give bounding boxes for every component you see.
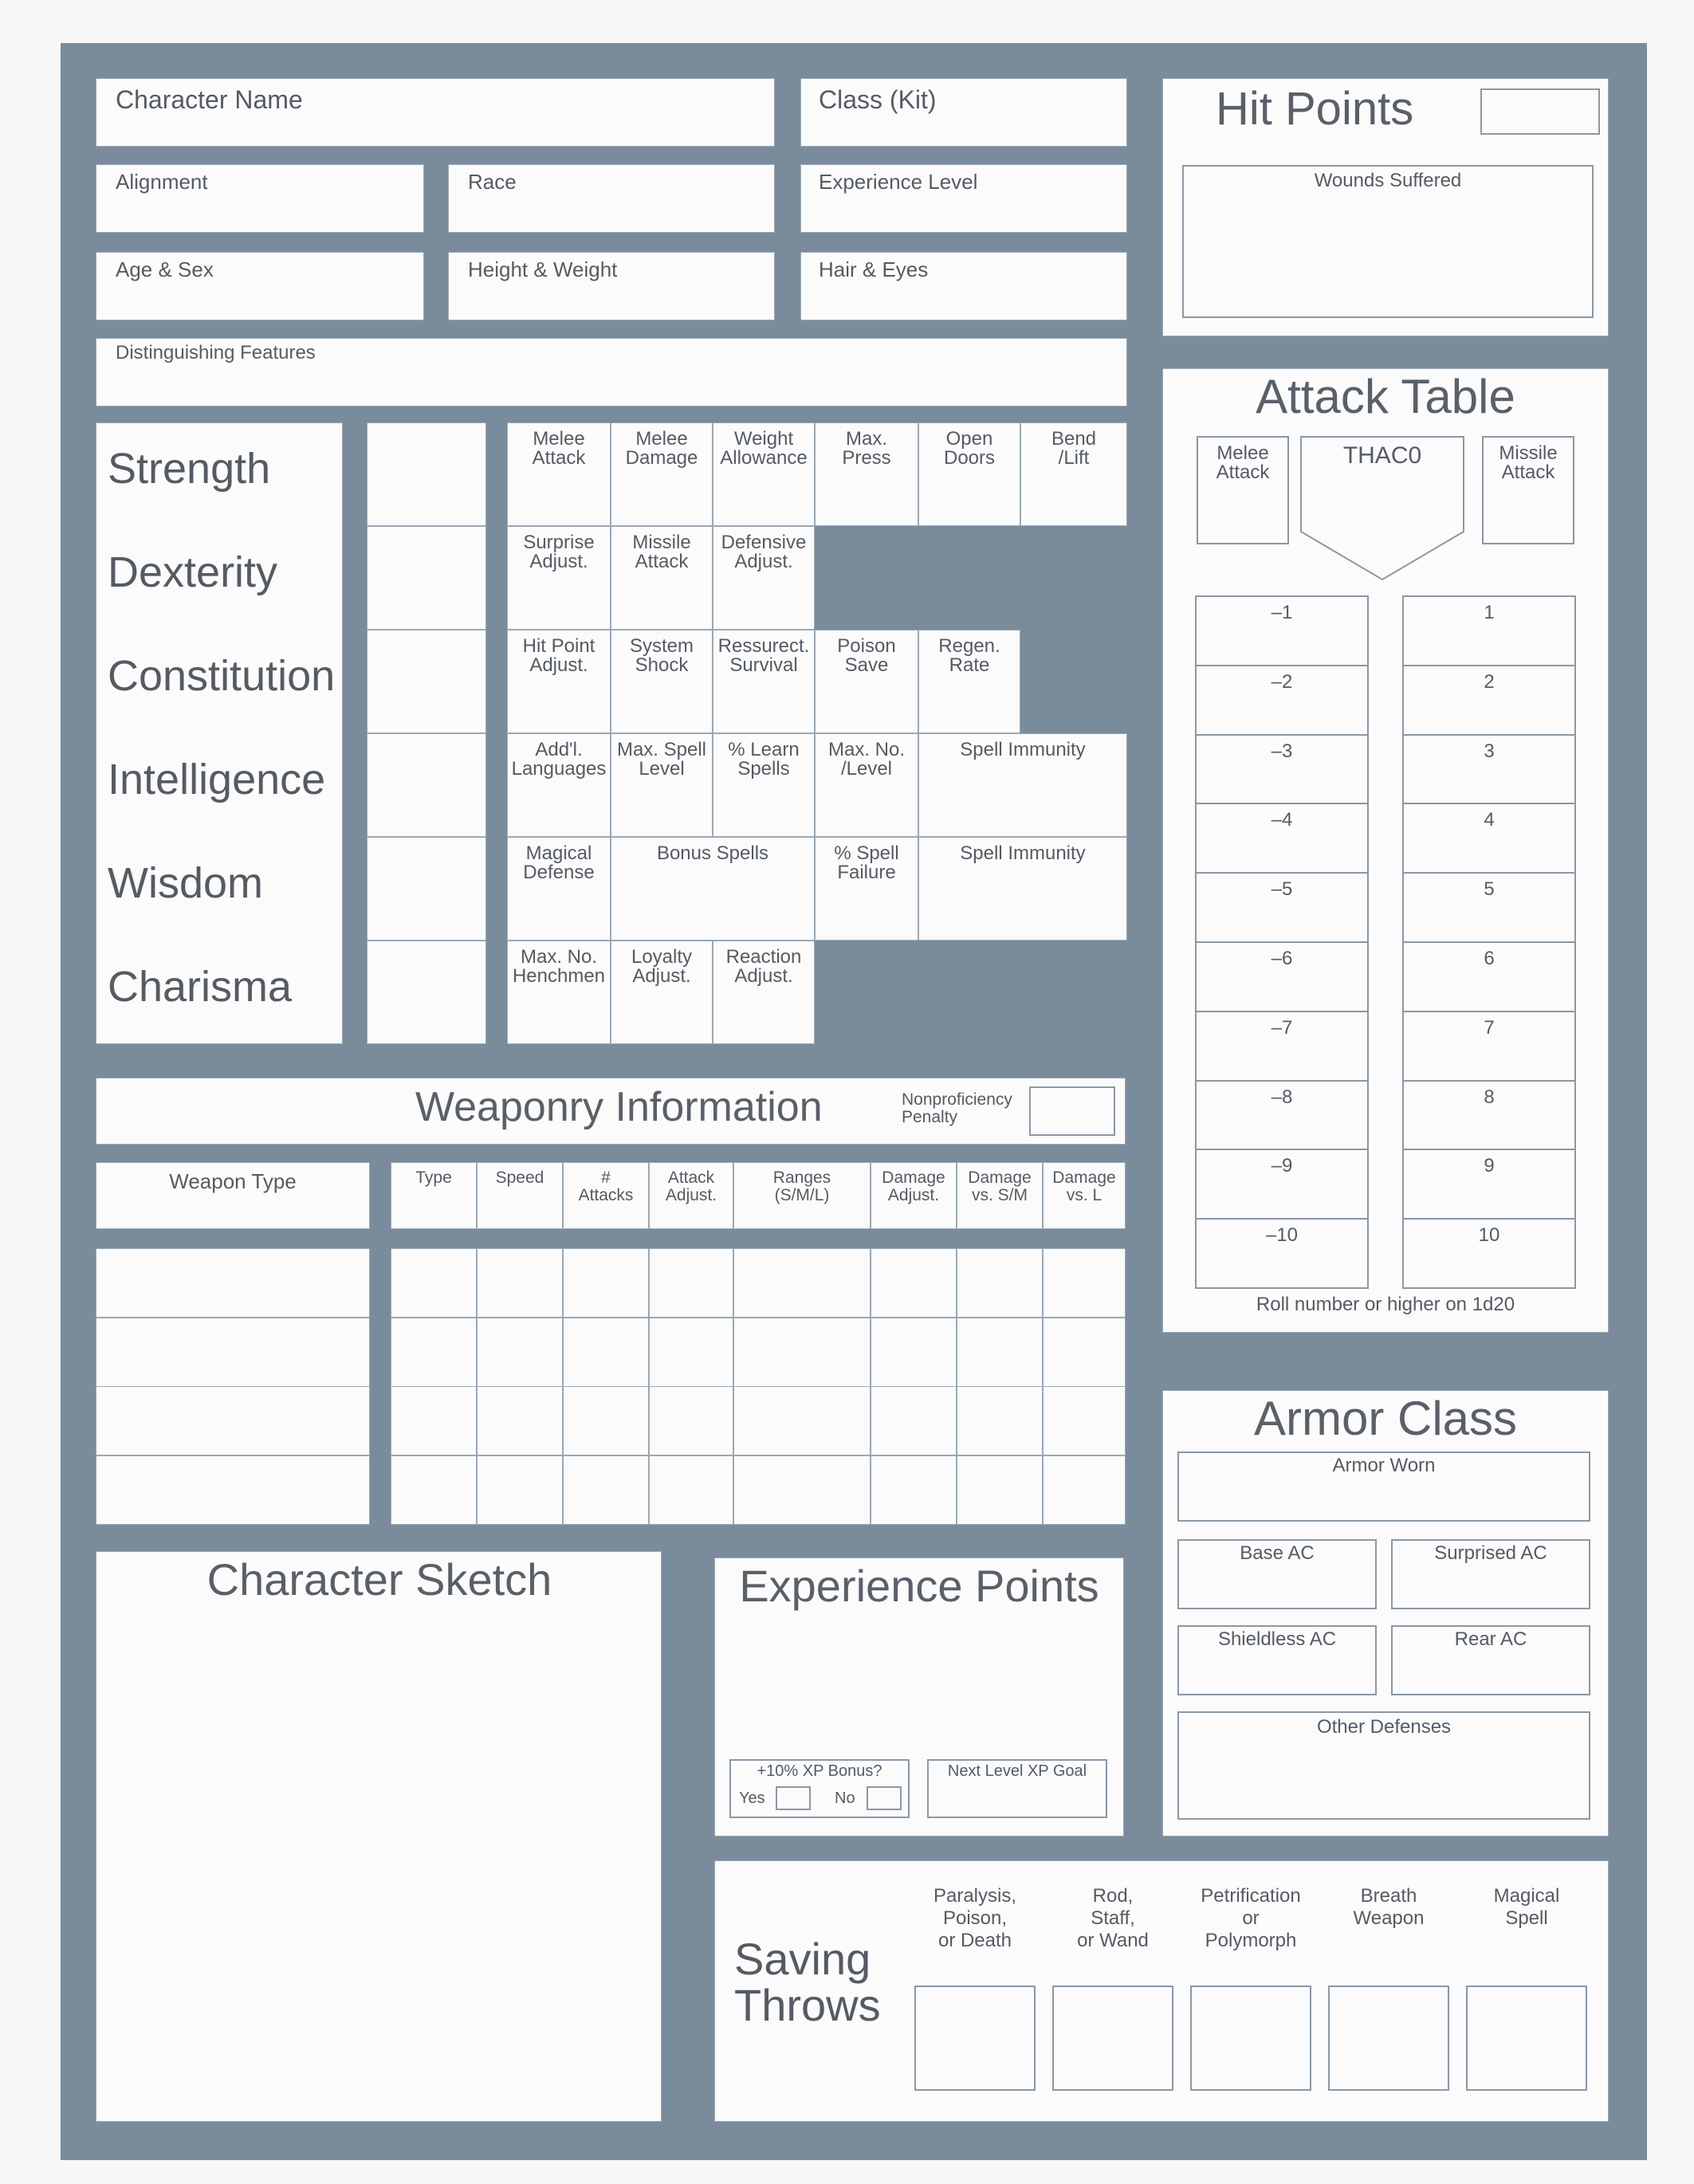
- weapon-col-header: [649, 1162, 733, 1229]
- distinguishing-features-label: Distinguishing Features: [116, 342, 316, 363]
- attack-cell-plus-4[interactable]: [1402, 803, 1576, 874]
- experience-points-title: Experience Points: [739, 1561, 1099, 1611]
- xp-bonus-label: +10% XP Bonus?: [757, 1762, 882, 1780]
- armor-class-title: Armor Class: [1253, 1392, 1518, 1445]
- character-name-field[interactable]: [96, 78, 775, 147]
- weapon-cell[interactable]: [957, 1318, 1043, 1387]
- xp-no-label: No: [835, 1789, 855, 1807]
- weapon-col-header: [1043, 1162, 1126, 1229]
- dex-surprise-adjust[interactable]: [507, 526, 611, 630]
- ability-dexterity: Dexterity: [108, 548, 278, 596]
- other-defenses-field[interactable]: [1177, 1711, 1590, 1820]
- weapon-type-header: [96, 1162, 370, 1229]
- weapon-cell[interactable]: [391, 1248, 477, 1318]
- weapon-data-rows: [391, 1248, 1126, 1524]
- con-regen-rate[interactable]: [918, 630, 1020, 733]
- int-spell-immunity[interactable]: [918, 733, 1127, 837]
- dex-defensive-adjust[interactable]: [713, 526, 815, 630]
- attack-cell-minus-6[interactable]: [1195, 941, 1369, 1012]
- attack-cell-label: 10: [1478, 1224, 1500, 1247]
- race-label: Race: [468, 170, 517, 194]
- wounds-suffered-field[interactable]: [1182, 165, 1594, 318]
- wis-bonus-spells-label: Bonus Spells: [656, 843, 769, 864]
- attack-cell-plus-3[interactable]: [1402, 734, 1576, 805]
- weapon-cell[interactable]: [733, 1386, 871, 1455]
- melee-attack-box[interactable]: [1197, 436, 1289, 544]
- attack-cell-plus-8[interactable]: [1402, 1080, 1576, 1151]
- saving-throw-box[interactable]: [1052, 1986, 1173, 2091]
- saving-throws-title-2: Throws: [734, 1980, 881, 2030]
- attack-cell-label: 2: [1484, 670, 1495, 693]
- weapon-cell[interactable]: [477, 1386, 563, 1455]
- attack-cell-label: –8: [1271, 1086, 1293, 1108]
- hair-eyes-label: Hair & Eyes: [819, 257, 929, 281]
- weapon-cell[interactable]: [957, 1386, 1043, 1455]
- weapon-col-header-label: Ranges (S/M/L): [772, 1169, 831, 1204]
- weapon-cell[interactable]: [957, 1248, 1043, 1318]
- weapon-col-header-label: Damage vs. L: [1052, 1169, 1116, 1204]
- str-melee-damage[interactable]: [611, 422, 713, 526]
- weapon-cell[interactable]: [563, 1386, 649, 1455]
- int-addl-languages-label: Add'l. Languages: [511, 739, 607, 780]
- xp-no-checkbox[interactable]: [867, 1786, 902, 1810]
- weapon-cell[interactable]: [477, 1248, 563, 1318]
- int-addl-languages[interactable]: [507, 733, 611, 837]
- attack-cell-label: –4: [1271, 809, 1293, 831]
- weapon-cell[interactable]: [1043, 1386, 1126, 1455]
- surprised-ac-field[interactable]: [1391, 1539, 1590, 1609]
- nonproficiency-input[interactable]: [1029, 1086, 1115, 1136]
- alignment-field[interactable]: [96, 164, 424, 233]
- con-system-shock[interactable]: [611, 630, 713, 733]
- next-level-xp-field[interactable]: [927, 1759, 1107, 1818]
- attack-cell-minus-2[interactable]: [1195, 665, 1369, 736]
- character-sketch-title: Character Sketch: [206, 1554, 552, 1605]
- armor-worn-field[interactable]: [1177, 1451, 1590, 1522]
- int-learn-spells[interactable]: [713, 733, 815, 837]
- weapon-cell[interactable]: [733, 1248, 871, 1318]
- base-ac-field[interactable]: [1177, 1539, 1377, 1609]
- str-weight-allowance[interactable]: [713, 422, 815, 526]
- con-poison-save[interactable]: [815, 630, 918, 733]
- saving-throw-label: Magical Spell: [1493, 1885, 1560, 1929]
- weapon-cell[interactable]: [733, 1455, 871, 1525]
- weapon-col-header: [391, 1162, 477, 1229]
- ability-wisdom: Wisdom: [108, 859, 264, 907]
- attack-cell-minus-9[interactable]: [1195, 1149, 1369, 1220]
- attack-cell-label: –6: [1271, 948, 1293, 969]
- surprised-ac-label: Surprised AC: [1434, 1542, 1547, 1564]
- weapon-cell[interactable]: [477, 1318, 563, 1387]
- armor-worn-label: Armor Worn: [1332, 1455, 1436, 1476]
- weapon-cell[interactable]: [871, 1455, 957, 1525]
- attack-cell-plus-5[interactable]: [1402, 872, 1576, 943]
- attack-cell-label: 5: [1484, 878, 1495, 901]
- attack-cell-label: –3: [1271, 740, 1293, 762]
- attack-cell-minus-8[interactable]: [1195, 1080, 1369, 1151]
- weapon-type-cell[interactable]: [96, 1318, 370, 1387]
- rear-ac-field[interactable]: [1391, 1625, 1590, 1695]
- attack-cell-label: –5: [1271, 878, 1293, 901]
- weapon-columns-header: [391, 1162, 1126, 1229]
- attack-cell-label: –7: [1271, 1016, 1293, 1039]
- attack-table-title: Attack Table: [1256, 370, 1515, 423]
- dex-missile-attack-label: Missile Attack: [632, 532, 691, 572]
- weaponry-title: Weaponry Information: [415, 1084, 823, 1130]
- weapon-cell[interactable]: [563, 1248, 649, 1318]
- weapon-cell[interactable]: [391, 1318, 477, 1387]
- weapon-cell[interactable]: [871, 1318, 957, 1387]
- saving-throw-label: Petrification or Polymorph: [1201, 1885, 1301, 1951]
- experience-level-field[interactable]: [800, 164, 1127, 233]
- attack-table-panel: [1162, 368, 1609, 1333]
- attack-table-footer: Roll number or higher on 1d20: [1256, 1294, 1515, 1315]
- weapon-col-header: [871, 1162, 957, 1229]
- xp-bonus-box: [729, 1759, 910, 1818]
- wis-magical-defense[interactable]: [507, 837, 611, 941]
- str-max-press[interactable]: [815, 422, 918, 526]
- attack-cell-label: 9: [1484, 1155, 1495, 1177]
- weapon-cell[interactable]: [1043, 1318, 1126, 1387]
- ability-intelligence: Intelligence: [108, 756, 326, 803]
- attack-right-column: [1402, 595, 1576, 1287]
- int-max-no-level-label: Max. No. /Level: [827, 739, 906, 780]
- attack-cell-plus-10[interactable]: [1402, 1218, 1576, 1289]
- weapon-col-header-label: Type: [415, 1169, 452, 1187]
- attack-cell-label: 1: [1484, 602, 1495, 623]
- score-intelligence[interactable]: [367, 733, 486, 837]
- rear-ac-label: Rear AC: [1454, 1628, 1527, 1650]
- weapon-col-header: [733, 1162, 871, 1229]
- class-kit-field[interactable]: [800, 78, 1127, 147]
- saving-throw-label: Breath Weapon: [1353, 1885, 1425, 1929]
- weapon-cell[interactable]: [1043, 1248, 1126, 1318]
- xp-yes-checkbox[interactable]: [776, 1786, 811, 1810]
- weapon-cell[interactable]: [563, 1318, 649, 1387]
- weapon-cell[interactable]: [649, 1248, 733, 1318]
- score-wisdom[interactable]: [367, 837, 486, 941]
- saving-throw-box[interactable]: [1466, 1986, 1587, 2091]
- attack-cell-label: 6: [1484, 948, 1495, 969]
- age-sex-label: Age & Sex: [116, 257, 214, 281]
- str-bend-lift[interactable]: [1020, 422, 1127, 526]
- attack-cell-plus-6[interactable]: [1402, 941, 1576, 1012]
- weapon-type-cell[interactable]: [96, 1248, 370, 1318]
- wis-spell-failure-label: % Spell Failure: [834, 843, 899, 883]
- height-weight-label: Height & Weight: [468, 257, 618, 281]
- wis-spell-failure[interactable]: [815, 837, 918, 941]
- wounds-suffered-label: Wounds Suffered: [1314, 170, 1462, 191]
- saving-throw-box[interactable]: [1190, 1986, 1311, 2091]
- attack-cell-minus-1[interactable]: [1195, 595, 1369, 666]
- melee-attack-label: Melee Attack: [1216, 442, 1270, 483]
- attack-cell-minus-3[interactable]: [1195, 734, 1369, 805]
- missile-attack-box[interactable]: [1482, 436, 1574, 544]
- con-hit-point-adjust-label: Hit Point Adjust.: [522, 635, 595, 676]
- race-field[interactable]: [448, 164, 775, 233]
- weapon-cell[interactable]: [477, 1455, 563, 1525]
- attack-cell-label: –1: [1271, 602, 1293, 623]
- weapon-cell[interactable]: [391, 1386, 477, 1455]
- weapon-col-header-label: Damage vs. S/M: [968, 1169, 1032, 1204]
- weapon-col-header-label: Damage Adjust.: [882, 1169, 945, 1204]
- weapon-col-header-label: # Attacks: [578, 1169, 634, 1204]
- weapon-cell[interactable]: [391, 1455, 477, 1525]
- hit-points-input[interactable]: [1480, 88, 1600, 135]
- hit-points-title: Hit Points: [1216, 83, 1414, 135]
- weapon-cell[interactable]: [649, 1318, 733, 1387]
- wis-magical-defense-label: Magical Defense: [523, 843, 595, 883]
- str-melee-damage-label: Melee Damage: [625, 428, 698, 469]
- attack-cell-minus-4[interactable]: [1195, 803, 1369, 874]
- weaponry-header: [96, 1078, 1126, 1145]
- nonproficiency-label: Nonproficiency Penalty: [902, 1090, 1012, 1126]
- weapon-cell[interactable]: [649, 1386, 733, 1455]
- attack-cell-minus-7[interactable]: [1195, 1011, 1369, 1082]
- cha-loyalty-adjust[interactable]: [611, 941, 713, 1044]
- weapon-col-header: [563, 1162, 649, 1229]
- hit-points-panel: [1162, 78, 1609, 336]
- dex-surprise-adjust-label: Surprise Adjust.: [523, 532, 595, 572]
- saving-throw-label: Rod, Staff, or Wand: [1077, 1885, 1149, 1951]
- missile-attack-label: Missile Attack: [1499, 442, 1558, 483]
- weapon-cell[interactable]: [649, 1455, 733, 1525]
- attack-cell-plus-9[interactable]: [1402, 1149, 1576, 1220]
- str-melee-attack[interactable]: [507, 422, 611, 526]
- class-kit-label: Class (Kit): [819, 85, 937, 114]
- con-ressurect-survival-label: Ressurect. Survival: [717, 635, 810, 676]
- weapon-type-cell[interactable]: [96, 1386, 370, 1455]
- con-ressurect-survival[interactable]: [713, 630, 815, 733]
- attack-cell-plus-2[interactable]: [1402, 665, 1576, 736]
- ability-names-panel: [96, 422, 343, 1044]
- thac0-label: THAC0: [1342, 442, 1422, 469]
- base-ac-label: Base AC: [1240, 1542, 1315, 1564]
- next-level-xp-label: Next Level XP Goal: [947, 1762, 1087, 1780]
- str-melee-attack-label: Melee Attack: [532, 428, 586, 469]
- weapon-cell[interactable]: [733, 1318, 871, 1387]
- saving-throw-box[interactable]: [914, 1986, 1036, 2091]
- int-max-spell-level[interactable]: [611, 733, 713, 837]
- weapon-col-header: [477, 1162, 563, 1229]
- str-open-doors[interactable]: [918, 422, 1020, 526]
- dex-defensive-adjust-label: Defensive Adjust.: [721, 532, 807, 572]
- cha-max-henchmen-label: Max. No. Henchmen: [512, 946, 606, 987]
- weapon-col-header-label: Attack Adjust.: [665, 1169, 717, 1204]
- experience-level-label: Experience Level: [819, 170, 978, 194]
- con-poison-save-label: Poison Save: [837, 635, 896, 676]
- shieldless-ac-field[interactable]: [1177, 1625, 1377, 1695]
- attack-cell-label: 7: [1484, 1016, 1495, 1039]
- int-learn-spells-label: % Learn Spells: [728, 739, 800, 780]
- experience-points-panel[interactable]: [714, 1557, 1124, 1836]
- score-constitution[interactable]: [367, 630, 486, 733]
- dex-missile-attack[interactable]: [611, 526, 713, 630]
- attack-cell-label: 8: [1484, 1086, 1495, 1108]
- con-hit-point-adjust[interactable]: [507, 630, 611, 733]
- ability-strength: Strength: [108, 445, 271, 493]
- alignment-label: Alignment: [116, 170, 208, 194]
- weapon-cell[interactable]: [563, 1455, 649, 1525]
- armor-class-panel: [1162, 1390, 1609, 1836]
- ability-constitution: Constitution: [108, 652, 336, 700]
- xp-yes-label: Yes: [739, 1789, 765, 1807]
- attack-cell-plus-1[interactable]: [1402, 595, 1576, 666]
- str-max-press-label: Max. Press: [842, 428, 891, 469]
- attack-cell-minus-10[interactable]: [1195, 1218, 1369, 1289]
- attack-left-column: [1195, 595, 1369, 1287]
- str-weight-allowance-label: Weight Allowance: [720, 428, 808, 469]
- int-spell-immunity-label: Spell Immunity: [960, 739, 1086, 760]
- cha-max-henchmen[interactable]: [507, 941, 611, 1044]
- weapon-type-label: Weapon Type: [169, 1169, 297, 1193]
- cha-reaction-adjust-label: Reaction Adjust.: [725, 946, 802, 987]
- score-charisma[interactable]: [367, 941, 486, 1044]
- weapon-cell[interactable]: [871, 1248, 957, 1318]
- wis-spell-immunity-label: Spell Immunity: [960, 843, 1086, 864]
- weapon-type-rows: [96, 1248, 370, 1524]
- saving-throws-panel: [714, 1860, 1609, 2122]
- age-sex-field[interactable]: [96, 252, 424, 320]
- attack-cell-label: 3: [1484, 740, 1495, 762]
- cha-loyalty-adjust-label: Loyalty Adjust.: [631, 946, 693, 987]
- str-bend-lift-label: Bend /Lift: [1051, 428, 1097, 469]
- attack-cell-label: –2: [1271, 670, 1293, 693]
- hair-eyes-field[interactable]: [800, 252, 1127, 320]
- ability-charisma: Charisma: [108, 963, 293, 1011]
- weapon-cell[interactable]: [1043, 1455, 1126, 1525]
- saving-throw-box[interactable]: [1328, 1986, 1449, 2091]
- other-defenses-label: Other Defenses: [1316, 1716, 1452, 1738]
- saving-throws-title-1: Saving: [734, 1934, 871, 1984]
- wis-spell-immunity[interactable]: [918, 837, 1127, 941]
- height-weight-field[interactable]: [448, 252, 775, 320]
- score-dexterity[interactable]: [367, 526, 486, 630]
- weapon-col-header: [957, 1162, 1043, 1229]
- wis-bonus-spells[interactable]: [611, 837, 815, 941]
- score-strength[interactable]: [367, 422, 486, 526]
- weapon-col-header-label: Speed: [495, 1169, 544, 1187]
- int-max-no-level[interactable]: [815, 733, 918, 837]
- weapon-cell[interactable]: [871, 1386, 957, 1455]
- attack-cell-label: –9: [1271, 1155, 1293, 1177]
- shieldless-ac-label: Shieldless AC: [1217, 1628, 1337, 1650]
- attack-cell-label: 4: [1484, 809, 1495, 831]
- str-open-doors-label: Open Doors: [943, 428, 996, 469]
- character-name-label: Character Name: [116, 85, 303, 114]
- cha-reaction-adjust[interactable]: [713, 941, 815, 1044]
- saving-throws-columns: [914, 1885, 1600, 2116]
- attack-cell-label: –10: [1265, 1224, 1299, 1247]
- weapon-type-cell[interactable]: [96, 1455, 370, 1525]
- int-max-spell-level-label: Max. Spell Level: [616, 739, 707, 780]
- weapon-cell[interactable]: [957, 1455, 1043, 1525]
- attack-cell-minus-5[interactable]: [1195, 872, 1369, 943]
- character-sketch-panel[interactable]: [96, 1551, 662, 2122]
- con-system-shock-label: System Shock: [629, 635, 694, 676]
- saving-throw-label: Paralysis, Poison, or Death: [933, 1885, 1017, 1951]
- attack-cell-plus-7[interactable]: [1402, 1011, 1576, 1082]
- con-regen-rate-label: Regen. Rate: [938, 635, 1000, 676]
- distinguishing-features-field[interactable]: [96, 338, 1127, 407]
